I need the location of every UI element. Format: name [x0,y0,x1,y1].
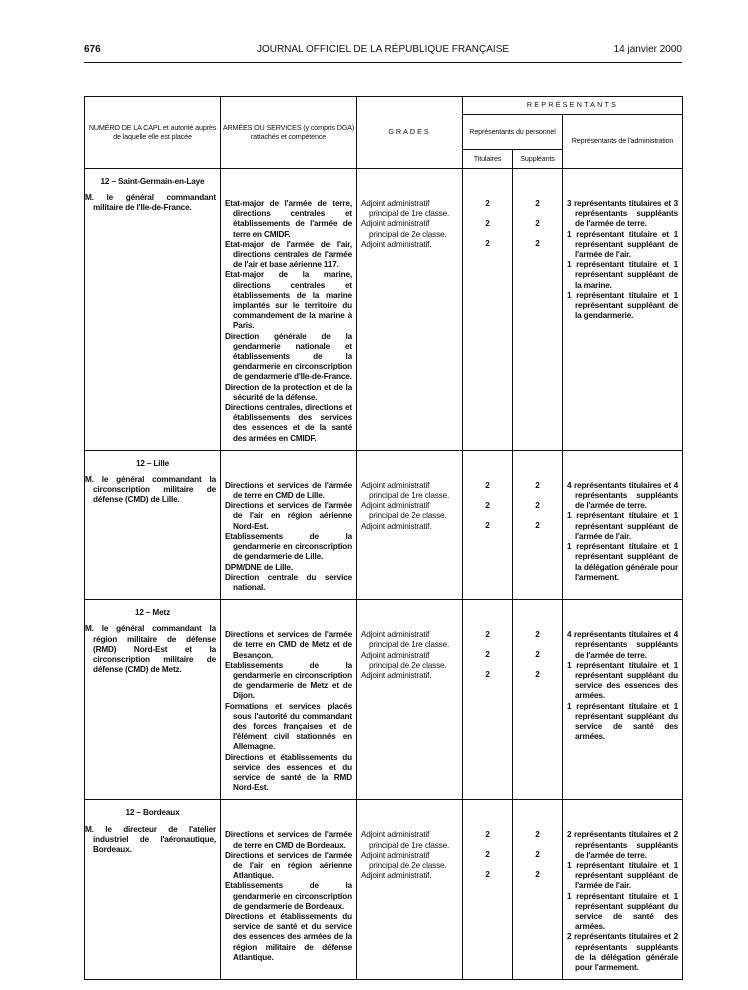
suppleants-value: 2 [535,670,540,680]
administration-cell [563,169,683,451]
suppleants-value: 2 [535,650,540,660]
table-row [85,450,683,599]
service-item: Direction générale de la gendarmerie nationale et établissements de la gendarmerie en circonscription de gendarmerie d'Ile-de-France. [225,331,352,382]
rep-administration-header: Représentants de l'administration [563,115,683,169]
service-item: Directions et établissements du service des essences et du service de santé de la RMD Nord-Est. [225,752,352,793]
administration-item: 1 représentant titulaire et 1 représentant suppléant de l'armée de l'air. [567,860,679,891]
col-armees-header: ARMÉES OU SERVICES (y compris DGA) rattachés et compétence [221,97,357,169]
capl-cell [85,600,221,800]
suppleants-value: 2 [535,199,540,208]
page-header [84,44,682,60]
service-item: Etat-major de l'armée de l'air, directions centrales de l'armée de l'air et base aérienne 117. [225,239,352,270]
capl-authority: M. le général commandant militaire de l'Ile-de-France. [85,193,216,213]
administration-item: 1 représentant titulaire et 1 représentant suppléant de la délégation générale pour l'armement. [567,542,679,582]
suppleants-header: Suppléants [513,150,563,169]
suppleants-value: 2 [535,219,540,228]
titulaires-value: 2 [485,670,490,680]
administration-item: 2 représentants titulaires et 2 représentants suppléants de l'armée de terre. [567,830,679,860]
grades-cell [357,800,463,980]
titulaires-value: 2 [485,830,490,840]
suppleants-value: 2 [535,520,540,530]
table-row [85,169,683,451]
titulaires-value: 2 [485,870,490,880]
capl-authority: M. le directeur de l'atelier industriel de l'aéronautique, Bordeaux. [85,824,216,854]
capl-title: 12 – Metz [134,608,171,618]
titulaires-value: 2 [485,480,490,490]
grade-item: Adjoint administratif principal de 2e classe. [361,501,447,521]
services-cell [221,450,357,599]
grades-cell [357,169,463,451]
titulaires-value: 2 [485,219,490,228]
grade-item: Adjoint administratif. [361,670,432,680]
suppleants-value: 2 [535,480,540,490]
service-item: DPM/DNE de Lille. [225,562,293,572]
capl-cell [85,450,221,599]
suppleants-value: 2 [535,830,540,840]
capl-cell [85,169,221,451]
administration-item: 1 représentant titulaire et 1 représentant suppléant de l'armée de l'air. [567,511,679,541]
service-item: Formations et services placés sous l'autorité du commandant des forces françaises et de l'élément civil stationnés en Allemagne. [225,701,352,752]
administration-item: 2 représentants titulaires et 2 représentants suppléants de la délégation générale pour l'armement. [567,932,679,972]
grade-item: Adjoint administratif principal de 2e classe. [361,219,447,239]
capl-title: 12 – Bordeaux [125,808,180,818]
titulaires-value: 2 [485,850,490,860]
service-item: Direction de la protection et de la sécurité de la défense. [225,382,352,402]
grade-item: Adjoint administratif principal de 1re classe. [361,480,450,501]
suppleants-value: 2 [535,870,540,880]
service-item: Directions et services de l'armée de terre en CMD de Lille. [225,480,352,501]
titulaires-cell [463,169,513,451]
service-item: Etat-major de l'armée de terre, directions centrales et établissements de l'armée de terre en CMIDF. [225,199,352,239]
titulaires-value: 2 [485,239,490,248]
grade-item: Adjoint administratif. [361,521,432,531]
service-item: Directions et services de l'armée de terre en CMD de Metz et de Besançon. [225,630,352,660]
header-rule [84,62,682,63]
titulaires-header: Titulaires [463,150,513,169]
suppleants-value: 2 [535,850,540,860]
administration-cell [563,600,683,800]
services-cell [221,169,357,451]
suppleants-cell [513,169,563,451]
capl-title: 12 – Lille [135,458,170,468]
service-item: Directions et établissements du service de santé et du service des essences des armées de la région militaire de défense Atlantique. [225,911,352,962]
capl-title: 12 – Saint-Germain-en-Laye [100,177,205,186]
service-item: Directions et services de l'armée de terre en CMD de Bordeaux. [225,830,352,850]
titulaires-cell [463,450,513,599]
suppleants-value: 2 [535,630,540,640]
grade-item: Adjoint administratif principal de 1re classe. [361,199,450,219]
titulaires-value: 2 [485,650,490,660]
page-number: 676 [84,44,101,55]
titulaires-cell [463,600,513,800]
administration-item: 1 représentant titulaire et 1 représentant suppléant de la marine. [567,260,679,290]
titulaires-value: 2 [485,520,490,530]
capl-authority: M. le général commandant la circonscription militaire de défense (CMD) de Lille. [85,475,216,505]
service-item: Directions centrales, directions et établissements des services des essences et de la santé des armées en CMIDF. [225,403,352,443]
rep-personnel-header: Représentants du personnel [463,115,563,150]
administration-item: 4 représentants titulaires et 4 représentants suppléants de l'armée de terre. [567,480,679,511]
administration-item: 1 représentant titulaire et 1 représentant suppléant du service de santé des armées. [567,701,679,742]
grade-item: Adjoint administratif. [361,239,432,249]
capl-authority: M. le général commandant la région militaire de défense (RMD) Nord-Est et la circonscription militaire de défense (CMD) de Metz. [85,624,216,675]
suppleants-value: 2 [535,500,540,510]
representants-header: REPRÉSENTANTS [463,97,683,115]
table-row [85,800,683,980]
grades-cell [357,600,463,800]
grade-item: Adjoint administratif principal de 2e classe. [361,850,447,870]
capl-table [84,96,683,980]
administration-cell [563,450,683,599]
administration-item: 1 représentant titulaire et 1 représentant suppléant du service de santé des armées. [567,891,679,932]
titulaires-value: 2 [485,500,490,510]
suppleants-value: 2 [535,239,540,248]
service-item: Directions et services de l'armée de l'air en région aérienne Nord-Est. [225,501,352,531]
suppleants-cell [513,450,563,599]
grade-item: Adjoint administratif principal de 2e classe. [361,650,447,670]
administration-cell [563,800,683,980]
administration-item: 3 représentants titulaires et 3 représentants suppléants de l'armée de terre. [567,199,679,229]
administration-item: 4 représentants titulaires et 4 représentants suppléants de l'armée de terre. [567,630,679,660]
grade-item: Adjoint administratif. [361,871,432,881]
suppleants-cell [513,600,563,800]
grades-cell [357,450,463,599]
col-grades-header: GRADES [357,97,463,169]
service-item: Etat-major de la marine, directions centrales et établissements de la marine implantés sur le territoire du commandement de la marine à Paris. [225,270,352,331]
service-item: Etablissements de la gendarmerie en circonscription de gendarmerie de Lille. [225,531,352,562]
col-capl-header: NUMÉRO DE LA CAPL et autorité auprès de laquelle elle est placée [85,97,221,169]
service-item: Etablissements de la gendarmerie en circonscription de gendarmerie de Metz et de Dijon. [225,660,352,701]
service-item: Directions et services de l'armée de l'air en région aérienne Atlantique. [225,850,352,881]
services-cell [221,600,357,800]
suppleants-cell [513,800,563,980]
services-cell [221,800,357,980]
titulaires-value: 2 [485,199,490,208]
grade-item: Adjoint administratif principal de 1re classe. [361,630,450,650]
administration-item: 1 représentant titulaire et 1 représentant suppléant de la gendarmerie. [567,290,679,321]
titulaires-value: 2 [485,630,490,640]
administration-item: 1 représentant titulaire et 1 représentant suppléant du service des essences des armées. [567,660,679,701]
service-item: Etablissements de la gendarmerie en circonscription de gendarmerie de Bordeaux. [225,881,352,911]
grade-item: Adjoint administratif principal de 1re classe. [361,830,450,850]
publication-date: 14 janvier 2000 [613,44,682,55]
journal-title: JOURNAL OFFICIEL DE LA RÉPUBLIQUE FRANÇAISE [256,44,510,55]
capl-cell [85,800,221,980]
administration-item: 1 représentant titulaire et 1 représentant suppléant de l'armée de l'air. [567,229,679,260]
service-item: Direction centrale du service national. [225,572,352,592]
table-row [85,600,683,800]
titulaires-cell [463,800,513,980]
